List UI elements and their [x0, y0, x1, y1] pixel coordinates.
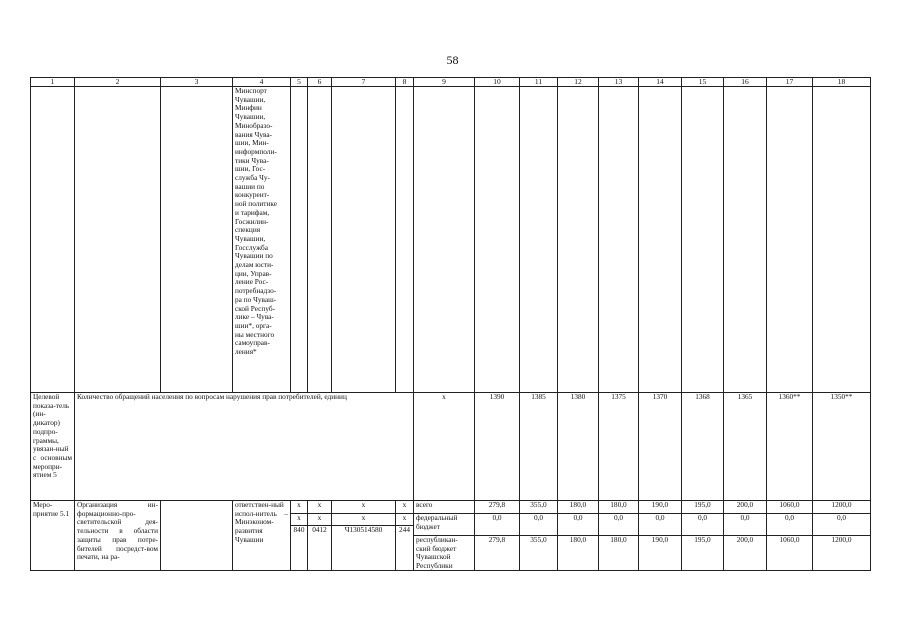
- cell: [161, 87, 233, 393]
- sub-cell: 1200,0: [813, 535, 870, 567]
- sub-cell: x: [308, 513, 331, 525]
- header-cell: 14: [639, 78, 682, 87]
- executor-line: ной политике: [235, 199, 277, 209]
- executor-line: вания Чува-: [235, 129, 272, 139]
- indicator-label: Целевой показа-тель (ин-дикатор) подпро-граммы, увязан-ный с основным меропри-ятием 5: [31, 393, 75, 501]
- sub-values: [599, 501, 639, 571]
- continuation-row: [31, 87, 871, 393]
- executor-line: служба Чу-: [235, 173, 270, 183]
- executor-line: лике – Чува-: [235, 312, 274, 322]
- sub-cell: 0,0: [520, 513, 557, 535]
- header-cell: 9: [414, 78, 475, 87]
- header-cell: 2: [75, 78, 161, 87]
- cell: [682, 87, 724, 393]
- sub-cell: x: [396, 513, 413, 525]
- sub-values: [682, 501, 724, 571]
- executor-line: Чувашии,: [235, 94, 266, 104]
- executor-line: спекция: [235, 225, 261, 235]
- header-cell: 10: [475, 78, 520, 87]
- executor-line: делам юсти-: [235, 260, 274, 270]
- header-cell: 7: [332, 78, 396, 87]
- sub-cell: 355,0: [530, 500, 547, 509]
- executor-line: Чувашии по: [235, 251, 273, 261]
- executor-line: шии, Мин-: [235, 138, 269, 148]
- header-cell: 1: [31, 78, 75, 87]
- sub-cell: 180,0: [610, 500, 627, 509]
- executor-line: конкурент-: [235, 190, 270, 200]
- executor-line: ра по Чуваш-: [235, 294, 277, 304]
- cell: [75, 87, 161, 393]
- header-cell: 3: [161, 78, 233, 87]
- sub-cell: 180,0: [569, 500, 587, 509]
- cell: [31, 87, 75, 393]
- sub-cell: 0,0: [639, 513, 681, 535]
- indicator-value: 1390: [475, 393, 520, 501]
- indicator-value: 1370: [639, 393, 682, 501]
- sub-cell: всего: [416, 500, 433, 509]
- cell: [308, 87, 332, 393]
- sub-cell: 0,0: [813, 513, 870, 535]
- header-cell: 11: [520, 78, 558, 87]
- header-cell: 5: [291, 78, 308, 87]
- executor-line: Чувашии,: [235, 233, 266, 243]
- measure-label: Меро-приятие 5.1: [31, 501, 75, 571]
- executor-line: Госслужба: [235, 242, 268, 252]
- sub-cell: 195,0: [682, 535, 723, 567]
- executor-line: ления*: [235, 347, 257, 357]
- cell: [724, 87, 767, 393]
- executor-line: информполи-: [235, 146, 277, 156]
- sub-col7: [332, 501, 396, 571]
- header-cell: 17: [767, 78, 813, 87]
- executor-line: Минспорт: [235, 86, 267, 95]
- executor-line: Чувашии,: [235, 112, 266, 122]
- indicator-col9: x: [414, 393, 475, 501]
- program-table: [30, 77, 871, 571]
- indicator-value: 1365: [724, 393, 767, 501]
- executor-line: ции, Управ-: [235, 268, 272, 278]
- executor-line: самоуправ-: [235, 338, 270, 348]
- cell: [599, 87, 639, 393]
- sub-cell: 840: [291, 525, 307, 537]
- sub-cell: x: [332, 513, 395, 525]
- sub-values: [558, 501, 599, 571]
- executor-line: вашии по: [235, 181, 265, 191]
- sub-cell: республикан-ский бюджет Чувашской Республики: [414, 535, 474, 567]
- measure-executor: ответствен-ный испол-нитель – Минэконом-развития Чувашии: [233, 501, 291, 571]
- sub-cell: Ч130514580: [332, 525, 395, 537]
- executors-lines: [235, 87, 288, 357]
- sub-values: [639, 501, 682, 571]
- header-row: [31, 78, 871, 87]
- sub-cell: 0,0: [599, 513, 638, 535]
- cell: [396, 87, 414, 393]
- sub-cell: федеральный бюджет: [414, 513, 474, 535]
- sub-cell: 195,0: [694, 500, 711, 509]
- sub-cell: 200,0: [736, 500, 754, 509]
- sub-cell: 180,0: [599, 535, 638, 567]
- executor-line: потребнадзо-: [235, 286, 277, 296]
- sub-cell: 0,0: [767, 513, 812, 535]
- sub-col6: [308, 501, 332, 571]
- executor-line: ление Рос-: [235, 277, 269, 287]
- indicator-value: 1360**: [767, 393, 813, 501]
- header-cell: 8: [396, 78, 414, 87]
- sub-col8: [396, 501, 414, 571]
- sub-col5: [291, 501, 308, 571]
- sub-values: [813, 501, 871, 571]
- indicator-value: 1375: [599, 393, 639, 501]
- sub-cell: 0,0: [724, 513, 766, 535]
- sub-cell: x: [402, 500, 407, 509]
- sub-cell: 1060,0: [779, 500, 800, 509]
- cell: [291, 87, 308, 393]
- executor-line: тики Чува-: [235, 155, 269, 165]
- sub-cell: 0412: [308, 525, 331, 537]
- sub-cell: 190,0: [651, 500, 669, 509]
- indicator-value: 1385: [520, 393, 558, 501]
- sub-values: [475, 501, 520, 571]
- cell: [813, 87, 871, 393]
- indicator-value: 1380: [558, 393, 599, 501]
- sub-cell: 279,8: [488, 500, 506, 509]
- executor-line: и тарифам,: [235, 207, 270, 217]
- sub-cell: 244: [396, 525, 413, 537]
- cell: [414, 87, 475, 393]
- sub-cell: 0,0: [475, 513, 519, 535]
- sub-cell: x: [291, 513, 307, 525]
- sub-values: [724, 501, 767, 571]
- sub-cell: 279,8: [475, 535, 519, 567]
- cell: [639, 87, 682, 393]
- executor-line: Минобразо-: [235, 120, 273, 130]
- page-number: 58: [446, 53, 459, 67]
- header-cell: 6: [308, 78, 332, 87]
- measure-row: [31, 501, 871, 571]
- header-cell: 12: [558, 78, 599, 87]
- sub-cell: 1200,0: [831, 500, 852, 509]
- header-cell: 13: [599, 78, 639, 87]
- cell: [520, 87, 558, 393]
- header-cell: 15: [682, 78, 724, 87]
- measure-name: Организация ин-формационно-про-светительской дея-тельности в области защиты прав потре-бителей посредст-вом печати, на ра-: [75, 501, 161, 571]
- indicator-description: Количество обращений населения по вопросам нарушения прав потребителей, единиц: [75, 393, 414, 501]
- indicator-value: 1350**: [813, 393, 871, 501]
- executor-line: шии*, орга-: [235, 320, 272, 330]
- executor-line: ны местного: [235, 329, 275, 339]
- cell: [332, 87, 396, 393]
- sub-cell: x: [317, 500, 322, 509]
- sub-values: [767, 501, 813, 571]
- indicator-row: [31, 393, 871, 501]
- executor-line: Госжилин-: [235, 216, 269, 226]
- cell: [767, 87, 813, 393]
- header-cell: 4: [233, 78, 291, 87]
- executor-line: шии, Гос-: [235, 164, 266, 174]
- sub-cell: x: [361, 500, 366, 509]
- sub-cell: 200,0: [724, 535, 766, 567]
- header-cell: 16: [724, 78, 767, 87]
- sub-cell: 180,0: [558, 535, 598, 567]
- sub-source: [414, 501, 475, 571]
- sub-values: [520, 501, 558, 571]
- executors-list: [233, 87, 291, 393]
- sub-cell: 1060,0: [767, 535, 812, 567]
- sub-cell: 190,0: [639, 535, 681, 567]
- sub-cell: x: [297, 500, 301, 509]
- measure-col3: [161, 501, 233, 571]
- cell: [558, 87, 599, 393]
- cell: [475, 87, 520, 393]
- header-cell: 18: [813, 78, 871, 87]
- sub-cell: 355,0: [520, 535, 557, 567]
- executor-line: Минфин: [235, 103, 262, 113]
- indicator-value: 1368: [682, 393, 724, 501]
- sub-cell: 0,0: [682, 513, 723, 535]
- sub-cell: 0,0: [558, 513, 598, 535]
- executor-line: ской Респуб-: [235, 303, 276, 313]
